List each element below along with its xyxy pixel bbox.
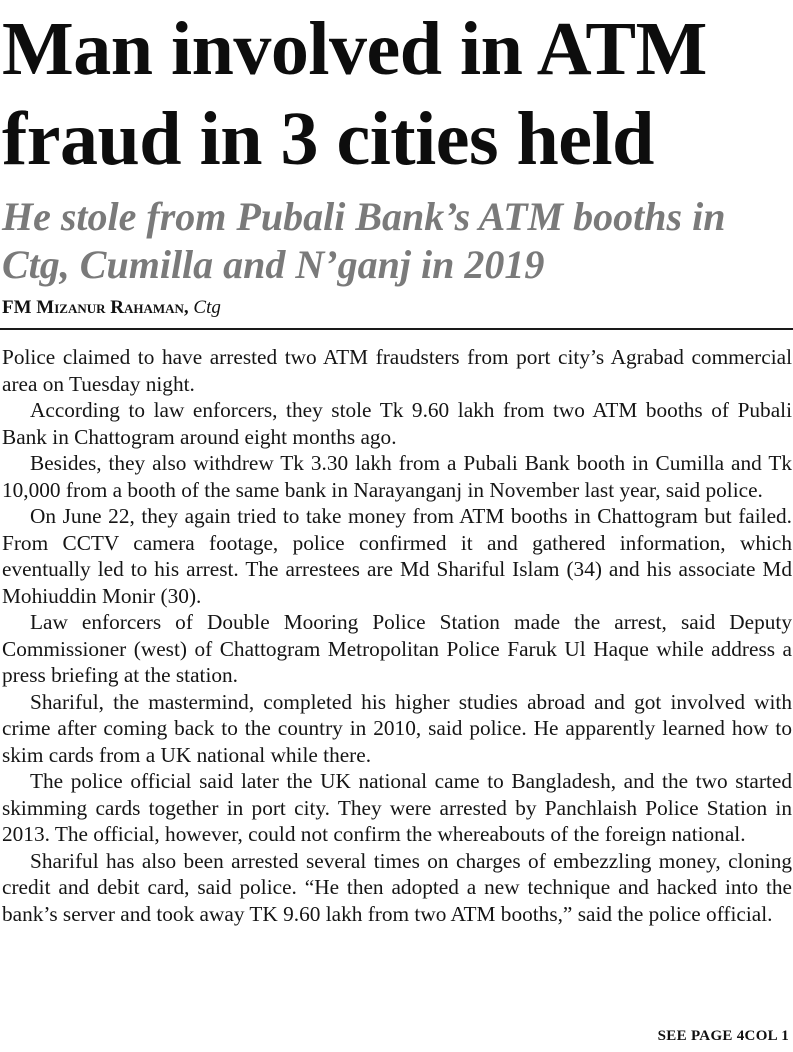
body-paragraph: According to law enforcers, they stole Tk 9.60 lakh from two ATM booths of Pubali Bank in Chattogram around eight months ago. (2, 398, 792, 449)
byline-author: FM Mizanur Rahaman (2, 297, 184, 318)
body-paragraph: On June 22, they again tried to take money from ATM booths in Chattogram but failed. From CCTV camera footage, police confirmed it and gathered information, which eventually led to his arrest. The arrestees are Md Shariful Islam (34) and his associate Md Mohiuddin Monir (30). (2, 504, 792, 608)
byline-location: Ctg (193, 297, 221, 318)
subheadline: He stole from Pubali Bank’s ATM booths in Ctg, Cumilla and N’ganj in 2019 (2, 194, 726, 287)
body-paragraph: The police official said later the UK national came to Bangladesh, and the two started skimming cards together in port city. They were arrested by Panchlaish Police Station in 2013. The official, however, could not confirm the whereabouts of the foreign national. (2, 769, 792, 846)
article-body (2, 344, 792, 927)
byline-separator: , (183, 297, 189, 318)
body-paragraph: Law enforcers of Double Mooring Police Station made the arrest, said Deputy Commissioner (west) of Chattogram Metropolitan Police Faruk Ul Haque while address a press briefing at the station. (2, 610, 792, 687)
headline: Man involved in ATM fraud in 3 cities held (2, 7, 707, 181)
body-paragraph: Shariful has also been arrested several times on charges of embezzling money, cloning credit and debit card, said police. “He then adopted a new technique and hacked into the bank’s server and took away TK 9.60 lakh from two ATM booths,” said the police official. (2, 848, 792, 926)
byline-divider (0, 328, 793, 330)
byline (2, 296, 221, 320)
body-paragraph: Besides, they also withdrew Tk 3.30 lakh from a Pubali Bank booth in Cumilla and Tk 10,000 from a booth of the same bank in Narayanganj in November last year, said police. (2, 451, 792, 502)
continued-on-page-line: SEE PAGE 4COL 1 (657, 1028, 789, 1044)
body-paragraph: Police claimed to have arrested two ATM fraudsters from port city’s Agrabad commercial area on Tuesday night. (2, 345, 792, 396)
body-paragraph: Shariful, the mastermind, completed his higher studies abroad and got involved with crime after coming back to the country in 2010, said police. He apparently learned how to skim cards from a UK national while there. (2, 689, 792, 767)
